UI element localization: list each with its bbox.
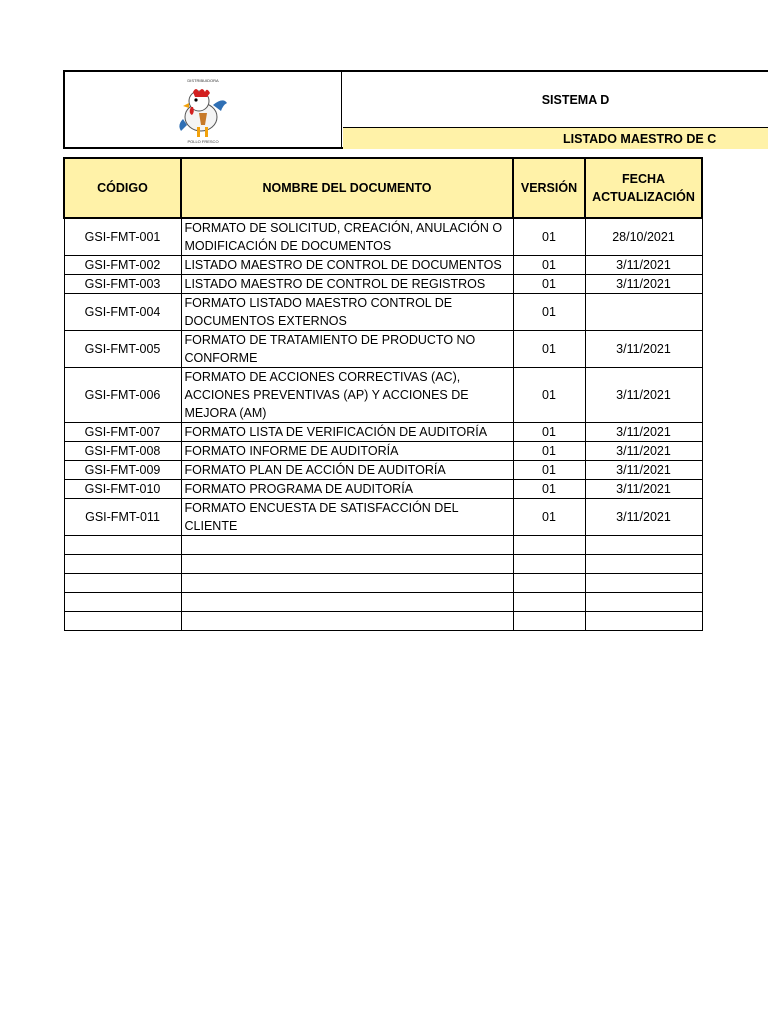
cell-code: GSI-FMT-004 (64, 294, 181, 331)
cell-code: GSI-FMT-009 (64, 461, 181, 480)
column-header-code: CÓDIGO (64, 158, 181, 218)
table-row (64, 294, 702, 331)
cell-version: 01 (513, 480, 585, 499)
empty-cell (585, 593, 702, 612)
cell-date: 3/11/2021 (585, 275, 702, 294)
document-subtitle: LISTADO MAESTRO DE C (343, 127, 768, 149)
empty-cell (181, 593, 513, 612)
cell-version: 01 (513, 218, 585, 256)
empty-cell (64, 536, 181, 555)
document-header (63, 70, 768, 149)
logo-top-text: DISTRIBUIDORA (187, 77, 219, 83)
cell-date: 3/11/2021 (585, 442, 702, 461)
cell-version: 01 (513, 331, 585, 368)
table-row (64, 218, 702, 256)
cell-name: FORMATO LISTADO MAESTRO CONTROL DE DOCUMENTOS EXTERNOS (181, 294, 513, 331)
column-header-date: FECHA ACTUALIZACIÓN (585, 158, 702, 218)
empty-cell (585, 574, 702, 593)
cell-version: 01 (513, 256, 585, 275)
empty-cell (181, 536, 513, 555)
empty-cell (513, 612, 585, 631)
cell-name: FORMATO DE TRATAMIENTO DE PRODUCTO NO CONFORME (181, 331, 513, 368)
cell-code: GSI-FMT-005 (64, 331, 181, 368)
cell-name: FORMATO LISTA DE VERIFICACIÓN DE AUDITORÍA (181, 423, 513, 442)
table-row (64, 480, 702, 499)
cell-code: GSI-FMT-008 (64, 442, 181, 461)
empty-cell (585, 536, 702, 555)
logo-cell (65, 72, 342, 149)
cell-version: 01 (513, 275, 585, 294)
empty-cell (585, 555, 702, 574)
logo-bottom-text: POLLO FRESCO (187, 138, 219, 144)
table-row (64, 256, 702, 275)
cell-code: GSI-FMT-002 (64, 256, 181, 275)
empty-cell (513, 555, 585, 574)
cell-version: 01 (513, 461, 585, 480)
cell-code: GSI-FMT-007 (64, 423, 181, 442)
empty-cell (64, 574, 181, 593)
empty-row (64, 612, 702, 631)
table-row (64, 331, 702, 368)
cell-date: 28/10/2021 (585, 218, 702, 256)
empty-cell (181, 555, 513, 574)
cell-version: 01 (513, 294, 585, 331)
master-list-table (63, 157, 703, 631)
cell-date: 3/11/2021 (585, 499, 702, 536)
column-header-name: NOMBRE DEL DOCUMENTO (181, 158, 513, 218)
document-page (63, 70, 768, 631)
empty-cell (513, 593, 585, 612)
table-row (64, 275, 702, 294)
cell-date: 3/11/2021 (585, 423, 702, 442)
empty-cell (513, 574, 585, 593)
table-row (64, 423, 702, 442)
cell-code: GSI-FMT-011 (64, 499, 181, 536)
cell-name: LISTADO MAESTRO DE CONTROL DE DOCUMENTOS (181, 256, 513, 275)
column-header-version: VERSIÓN (513, 158, 585, 218)
cell-code: GSI-FMT-001 (64, 218, 181, 256)
cell-name: FORMATO INFORME DE AUDITORÍA (181, 442, 513, 461)
cell-name: FORMATO PROGRAMA DE AUDITORÍA (181, 480, 513, 499)
empty-row (64, 555, 702, 574)
empty-row (64, 574, 702, 593)
cell-date: 3/11/2021 (585, 331, 702, 368)
company-logo (171, 78, 235, 144)
table-row (64, 368, 702, 423)
empty-cell (64, 593, 181, 612)
cell-version: 01 (513, 442, 585, 461)
table-row (64, 442, 702, 461)
cell-code: GSI-FMT-006 (64, 368, 181, 423)
empty-cell (181, 574, 513, 593)
system-title: SISTEMA D (541, 92, 610, 107)
cell-name: FORMATO DE ACCIONES CORRECTIVAS (AC), ACCIONES PREVENTIVAS (AP) Y ACCIONES DE MEJORA (AM) (181, 368, 513, 423)
cell-name: FORMATO PLAN DE ACCIÓN DE AUDITORÍA (181, 461, 513, 480)
empty-cell (513, 536, 585, 555)
cell-date: 3/11/2021 (585, 461, 702, 480)
cell-version: 01 (513, 423, 585, 442)
empty-cell (64, 612, 181, 631)
cell-name: FORMATO DE SOLICITUD, CREACIÓN, ANULACIÓN O MODIFICACIÓN DE DOCUMENTOS (181, 218, 513, 256)
cell-name: FORMATO ENCUESTA DE SATISFACCIÓN DEL CLIENTE (181, 499, 513, 536)
table-row (64, 461, 702, 480)
cell-code: GSI-FMT-003 (64, 275, 181, 294)
cell-date: 3/11/2021 (585, 368, 702, 423)
empty-cell (585, 612, 702, 631)
cell-date: 3/11/2021 (585, 480, 702, 499)
table-row (64, 499, 702, 536)
cell-version: 01 (513, 499, 585, 536)
rooster-icon (171, 83, 235, 139)
cell-code: GSI-FMT-010 (64, 480, 181, 499)
empty-cell (64, 555, 181, 574)
empty-row (64, 593, 702, 612)
cell-date (585, 294, 702, 331)
cell-name: LISTADO MAESTRO DE CONTROL DE REGISTROS (181, 275, 513, 294)
table-header-row (64, 158, 702, 218)
cell-version: 01 (513, 368, 585, 423)
empty-row (64, 536, 702, 555)
empty-cell (181, 612, 513, 631)
cell-date: 3/11/2021 (585, 256, 702, 275)
